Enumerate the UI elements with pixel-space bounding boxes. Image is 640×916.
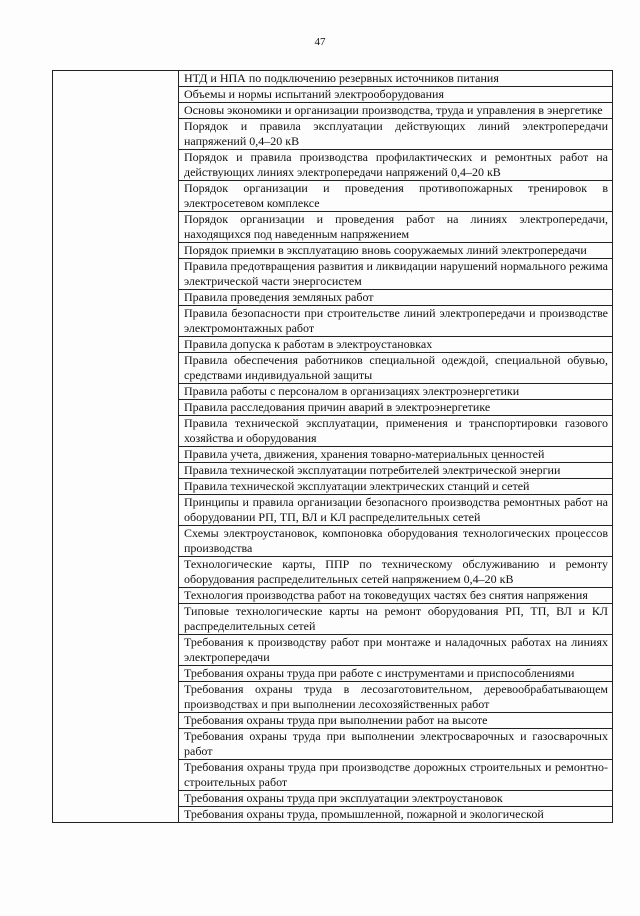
requirement-cell bbox=[179, 306, 613, 337]
requirement-cell bbox=[179, 353, 613, 384]
requirement-cell bbox=[179, 729, 613, 760]
requirement-cell bbox=[179, 337, 613, 353]
requirement-cell bbox=[179, 181, 613, 212]
requirements-table-body bbox=[53, 71, 613, 823]
requirement-text: Правила предотвращения развития и ликвидации нарушений нормального режима электрической части энергосистем bbox=[184, 259, 608, 288]
requirement-cell bbox=[179, 416, 613, 447]
requirement-text: Порядок и правила производства профилактических и ремонтных работ на действующих линиях электропередачи напряжений 0,4–20 кВ bbox=[184, 150, 608, 179]
requirement-cell bbox=[179, 526, 613, 557]
requirement-text: Правила технической эксплуатации потребителей электрической энергии bbox=[184, 463, 561, 477]
requirement-text: НТД и НПА по подключению резервных источников питания bbox=[184, 71, 499, 85]
left-column-cell bbox=[53, 71, 179, 823]
table-row bbox=[53, 71, 613, 87]
requirement-cell bbox=[179, 447, 613, 463]
requirement-cell bbox=[179, 212, 613, 243]
requirement-cell bbox=[179, 103, 613, 119]
requirement-text: Требования охраны труда при производстве дорожных строительных и ремонтно-строительных работ bbox=[184, 760, 608, 789]
requirement-text: Объемы и нормы испытаний электрооборудования bbox=[184, 87, 444, 101]
requirement-text: Требования охраны труда в лесозаготовительном, деревообрабатывающем производствах и при выполнении лесохозяйственных работ bbox=[184, 682, 608, 711]
requirement-text: Порядок и правила эксплуатации действующих линий электропередачи напряжений 0,4–20 кВ bbox=[184, 119, 608, 148]
requirement-cell bbox=[179, 71, 613, 87]
requirement-cell bbox=[179, 150, 613, 181]
requirement-cell bbox=[179, 290, 613, 306]
requirement-text: Правила работы с персоналом в организациях электроэнергетики bbox=[184, 384, 520, 398]
requirement-text: Порядок организации и проведения противопожарных тренировок в электросетевом комплексе bbox=[184, 181, 608, 210]
requirement-cell bbox=[179, 604, 613, 635]
requirement-text: Порядок приемки в эксплуатацию вновь сооружаемых линий электропередачи bbox=[184, 243, 587, 257]
requirement-text: Принципы и правила организации безопасного производства ремонтных работ на оборудовании РП, ТП, ВЛ и КЛ распределительных сетей bbox=[184, 495, 608, 524]
requirement-cell bbox=[179, 557, 613, 588]
requirement-cell bbox=[179, 243, 613, 259]
requirement-cell bbox=[179, 463, 613, 479]
requirement-cell bbox=[179, 259, 613, 290]
requirement-cell bbox=[179, 791, 613, 807]
requirement-cell bbox=[179, 760, 613, 791]
requirement-cell bbox=[179, 400, 613, 416]
requirement-text: Схемы электроустановок, компоновка оборудования технологических процессов производства bbox=[184, 526, 608, 555]
requirement-text: Требования охраны труда при эксплуатации электроустановок bbox=[184, 791, 503, 805]
requirement-text: Правила проведения земляных работ bbox=[184, 290, 374, 304]
requirement-text: Правила безопасности при строительстве линий электропередачи и производстве электромонтажных работ bbox=[184, 306, 608, 335]
requirement-text: Правила учета, движения, хранения товарно-материальных ценностей bbox=[184, 447, 545, 461]
requirement-text: Правила технической эксплуатации электрических станций и сетей bbox=[184, 479, 530, 493]
requirement-text: Правила допуска к работам в электроустановках bbox=[184, 337, 433, 351]
page-number: 47 bbox=[314, 36, 326, 48]
requirement-text: Технологические карты, ППР по техническому обслуживанию и ремонту оборудования распределительных сетей напряжением 0,4–20 кВ bbox=[184, 557, 608, 586]
requirement-text: Порядок организации и проведения работ на линиях электропередачи, находящихся под наведенным напряжением bbox=[184, 212, 608, 241]
requirement-text: Требования к производству работ при монтаже и наладочных работах на линиях электропередачи bbox=[184, 635, 608, 664]
requirement-cell bbox=[179, 87, 613, 103]
requirement-cell bbox=[179, 635, 613, 666]
requirement-cell bbox=[179, 713, 613, 729]
requirement-text: Правила обеспечения работников специальной одеждой, специальной обувью, средствами индивидуальной защиты bbox=[184, 353, 608, 382]
requirement-text: Технология производства работ на токоведущих частях без снятия напряжения bbox=[184, 588, 588, 602]
requirement-text: Правила расследования причин аварий в электроэнергетике bbox=[184, 400, 491, 414]
requirement-text: Требования охраны труда при работе с инструментами и приспособлениями bbox=[184, 666, 575, 680]
requirement-cell bbox=[179, 495, 613, 526]
requirement-cell bbox=[179, 666, 613, 682]
requirement-text: Типовые технологические карты на ремонт оборудования РП, ТП, ВЛ и КЛ распределительных сетей bbox=[184, 604, 608, 633]
requirement-cell bbox=[179, 682, 613, 713]
requirement-text: Основы экономики и организации производства, труда и управления в энергетике bbox=[184, 103, 603, 117]
requirement-cell bbox=[179, 588, 613, 604]
requirements-table bbox=[52, 70, 613, 823]
requirement-cell bbox=[179, 807, 613, 823]
requirements-table-container bbox=[52, 70, 613, 916]
requirement-text: Требования охраны труда при выполнении электросварочных и газосварочных работ bbox=[184, 729, 608, 758]
requirement-text: Требования охраны труда при выполнении работ на высоте bbox=[184, 713, 488, 727]
requirement-cell bbox=[179, 384, 613, 400]
requirement-text: Правила технической эксплуатации, применения и транспортировки газового хозяйства и оборудования bbox=[184, 416, 608, 445]
requirement-text: Требования охраны труда, промышленной, пожарной и экологической bbox=[184, 807, 544, 821]
requirement-cell bbox=[179, 479, 613, 495]
requirement-cell bbox=[179, 119, 613, 150]
